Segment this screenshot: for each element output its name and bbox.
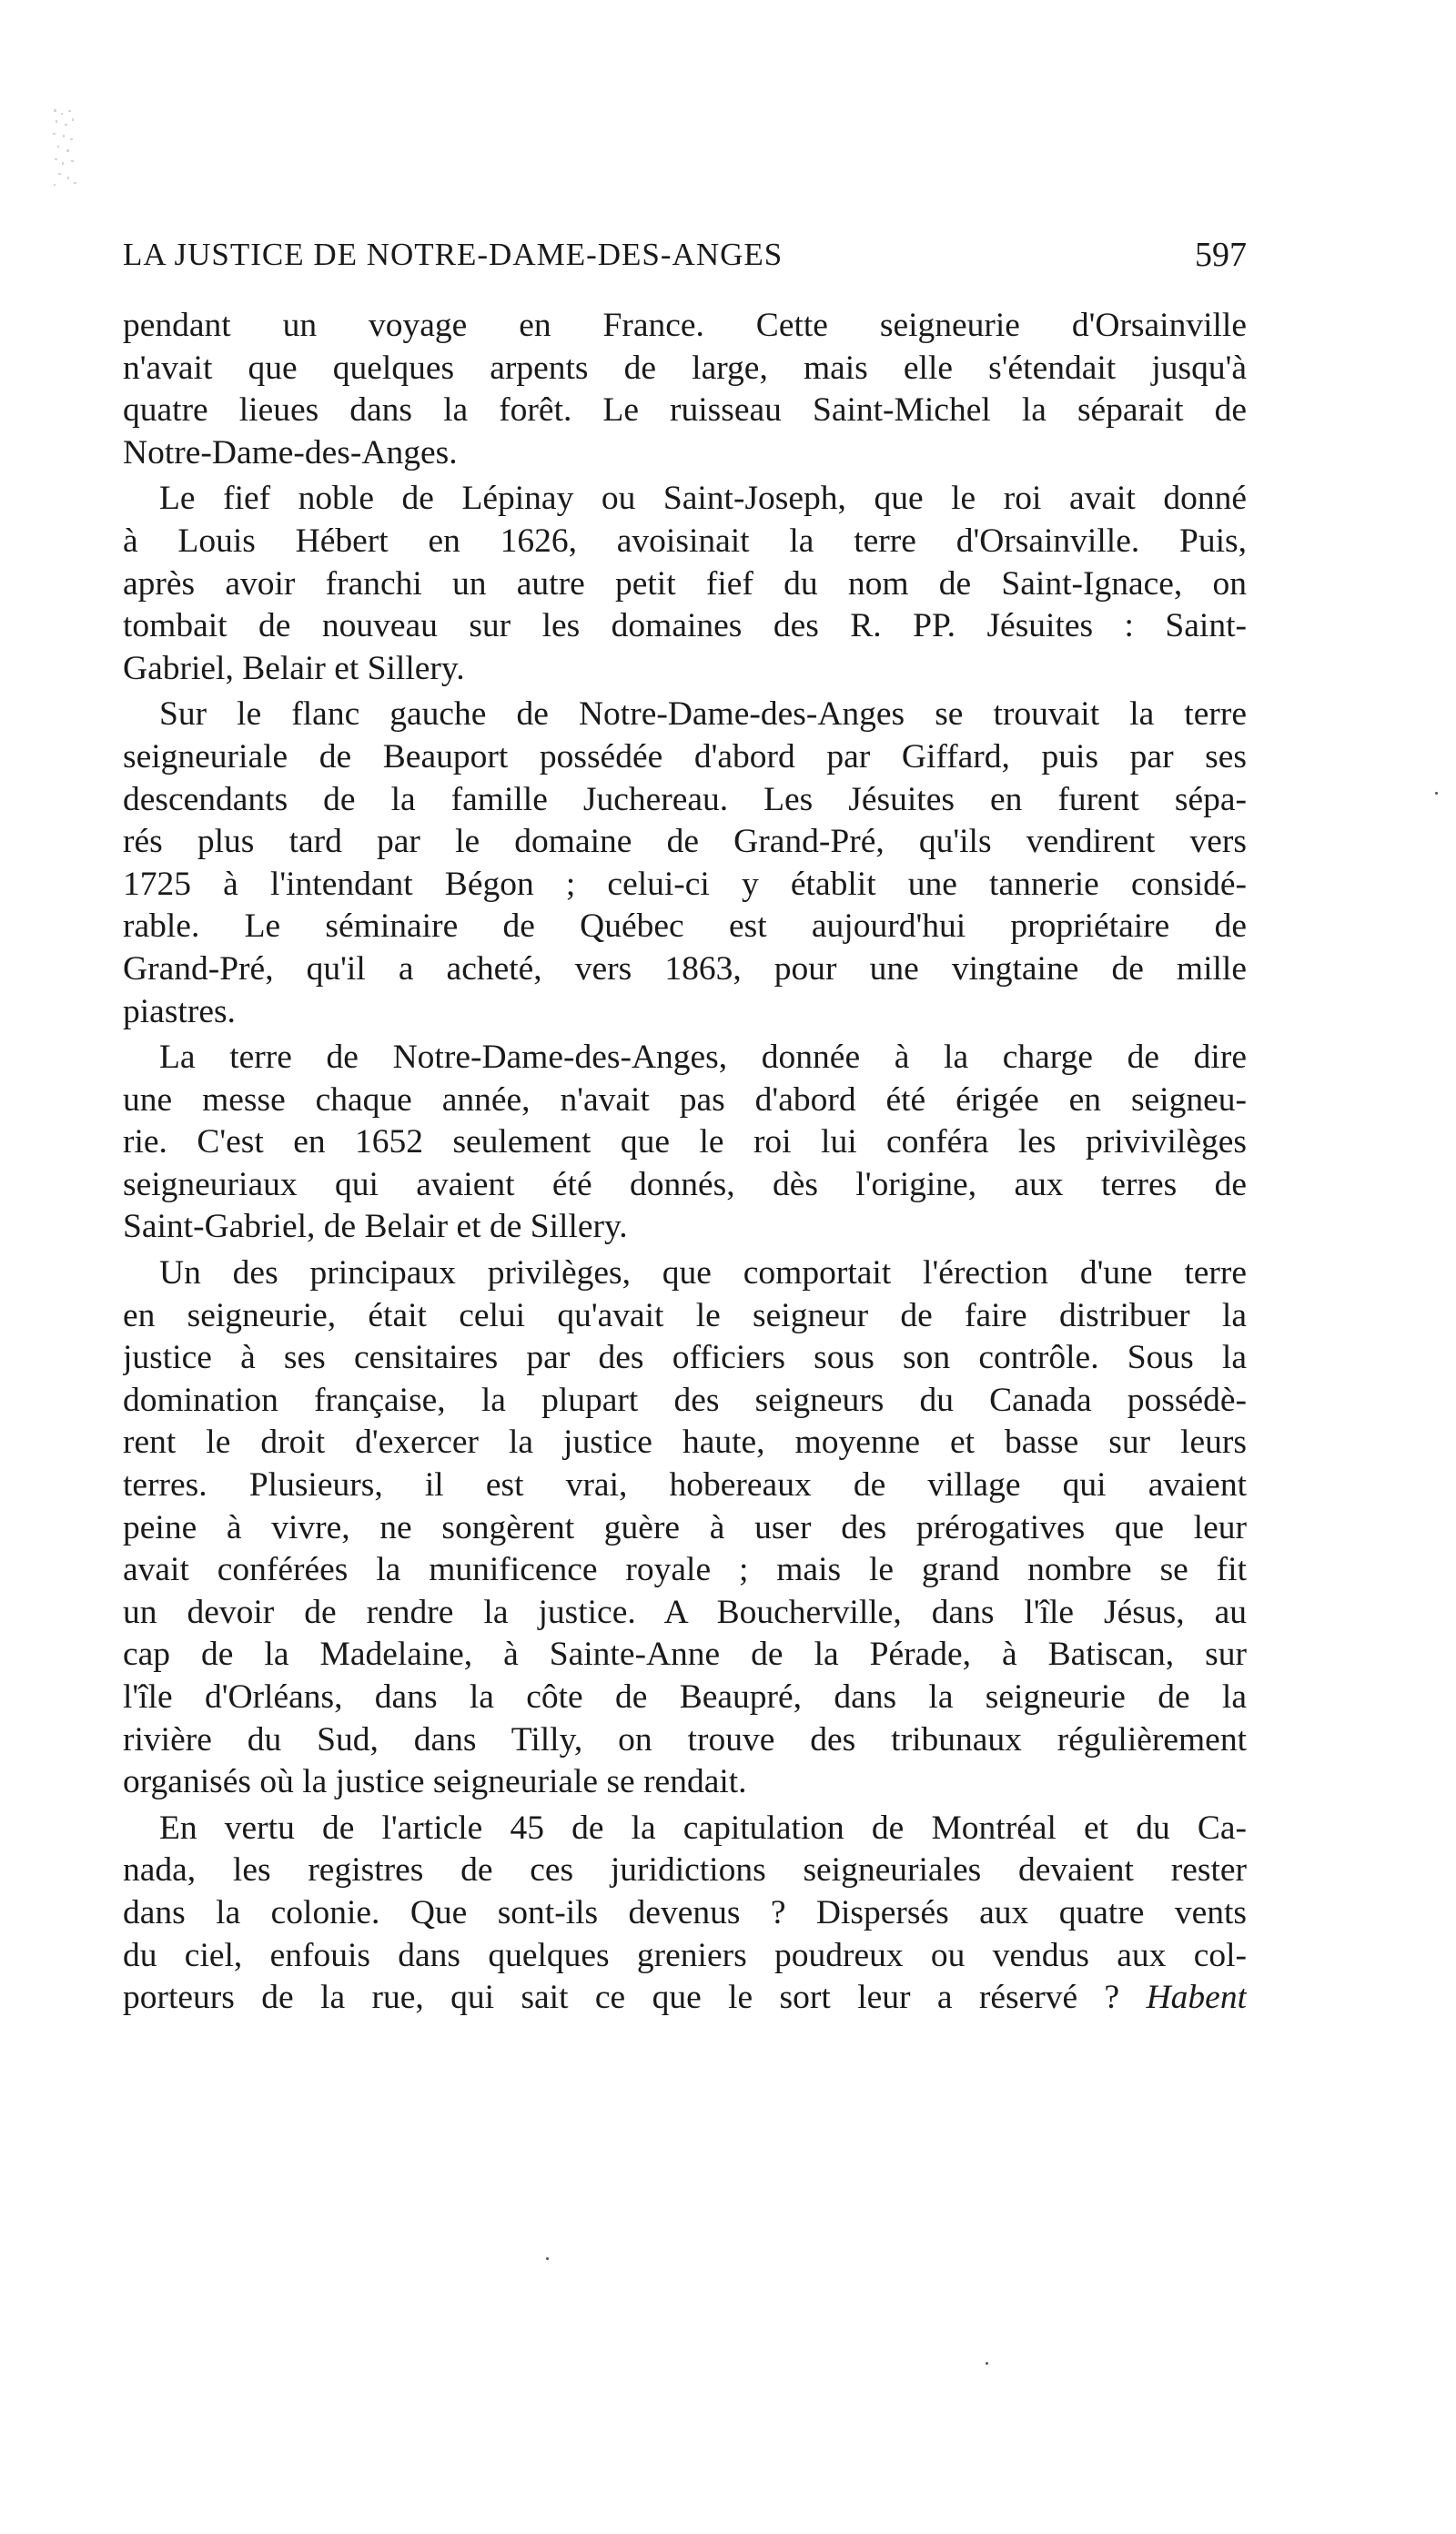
running-header (123, 228, 1247, 282)
margin-stamp-mark (50, 107, 79, 189)
page-number: 597 (1195, 236, 1247, 274)
final-line-text: porteurs de la rue, qui sait ce que le sort leur a réservé ? (123, 1979, 1120, 2017)
text-line: en seigneurie, était celui qu'avait le seigneur de faire distribuer la (123, 1296, 1247, 1334)
text-line: 1725 à l'intendant Bégon ; celui-ci y établit une tannerie considé- (123, 865, 1247, 903)
text-line: rable. Le séminaire de Québec est aujourd'hui propriétaire de (123, 907, 1247, 946)
text-line: seigneuriaux qui avaient été donnés, dès l'origine, aux terres de (123, 1165, 1247, 1203)
text-line: organisés où la justice seigneuriale se rendait. (123, 1763, 747, 1801)
paragraph (123, 1808, 1247, 2020)
text-line: rivière du Sud, dans Tilly, on trouve des tribunaux régulièrement (123, 1720, 1247, 1759)
text-line: dans la colonie. Que sont-ils devenus ? Dispersés aux quatre vents (123, 1893, 1247, 1931)
paragraph (123, 1037, 1247, 1249)
text-line: tombait de nouveau sur les domaines des R. PP. Jésuites : Saint- (123, 607, 1247, 645)
paragraph (123, 305, 1247, 474)
text-line: nada, les registres de ces juridictions seigneuriales devaient rester (123, 1851, 1247, 1890)
text-line: pendant un voyage en France. Cette seigneurie d'Orsainville (123, 307, 1247, 344)
text-line: rent le droit d'exercer la justice haute, moyenne et basse sur leurs (123, 1424, 1247, 1462)
text-line: avait conférées la munificence royale ; mais le grand nombre se fit (123, 1551, 1247, 1589)
text-line: une messe chaque année, n'avait pas d'abord été érigée en seigneu- (123, 1080, 1247, 1119)
text-line: domination française, la plupart des seigneurs du Canada possédè- (123, 1381, 1247, 1419)
running-title: LA JUSTICE DE NOTRE-DAME-DES-ANGES (123, 237, 784, 272)
text-line: seigneuriale de Beauport possédée d'abord par Giffard, puis par ses (123, 737, 1247, 775)
text-line: un devoir de rendre la justice. A Boucherville, dans l'île Jésus, au (123, 1593, 1247, 1631)
text-line: terres. Plusieurs, il est vrai, hobereaux de village qui avaient (123, 1466, 1247, 1505)
text-line: Gabriel, Belair et Sillery. (123, 649, 465, 687)
paragraph (123, 478, 1247, 690)
text-line: quatre lieues dans la forêt. Le ruisseau Saint-Michel la séparait de (123, 391, 1247, 430)
text-line: peine à vivre, ne songèrent guère à user des prérogatives que leur (123, 1508, 1247, 1546)
text-line: descendants de la famille Juchereau. Les Jésuites en furent sépa- (123, 780, 1247, 818)
text-line: piastres. (123, 992, 236, 1030)
paragraph (123, 1252, 1247, 1804)
text-line: après avoir franchi un autre petit fief du nom de Saint-Ignace, on (123, 564, 1247, 603)
text-line: cap de la Madelaine, à Sainte-Anne de la Pérade, à Batiscan, sur (123, 1636, 1247, 1674)
text-line: Notre-Dame-des-Anges. (123, 433, 458, 471)
text-line: du ciel, enfouis dans quelques greniers poudreux ou vendus aux col- (123, 1936, 1247, 1974)
paper-speck (546, 2257, 549, 2260)
text-line: à Louis Hébert en 1626, avoisinait la terre d'Orsainville. Puis, (123, 522, 1247, 560)
text-line: Grand-Pré, qu'il a acheté, vers 1863, pour une vingtaine de mille (123, 949, 1247, 988)
paragraph (123, 694, 1247, 1033)
paper-speck (986, 2362, 988, 2365)
text-line: Sur le flanc gauche de Notre-Dame-des-Anges se trouvait la terre (159, 695, 1247, 734)
text-line: justice à ses censitaires par des officiers sous son contrôle. Sous la (123, 1339, 1247, 1377)
text-line: rés plus tard par le domaine de Grand-Pré, qu'ils vendirent vers (123, 823, 1247, 861)
text-line: En vertu de l'article 45 de la capitulation de Montréal et du Ca- (159, 1809, 1247, 1847)
text-line: Un des principaux privilèges, que comportait l'érection d'une terre (159, 1254, 1247, 1292)
text-line: Le fief noble de Lépinay ou Saint-Joseph, que le roi avait donné (159, 480, 1247, 518)
text-line: La terre de Notre-Dame-des-Anges, donnée à la charge de dire (159, 1039, 1247, 1077)
text-line-final (123, 1977, 1247, 2020)
text-body (123, 305, 1247, 2023)
text-line: Saint-Gabriel, de Belair et de Sillery. (123, 1208, 628, 1246)
text-line: rie. C'est en 1652 seulement que le roi lui conféra les privivilèges (123, 1123, 1247, 1161)
final-line-italic: Habent (1146, 1979, 1247, 2017)
text-line: n'avait que quelques arpents de large, mais elle s'étendait jusqu'à (123, 349, 1247, 387)
paper-speck (1435, 792, 1438, 795)
text-line: l'île d'Orléans, dans la côte de Beaupré, dans la seigneurie de la (123, 1678, 1247, 1716)
